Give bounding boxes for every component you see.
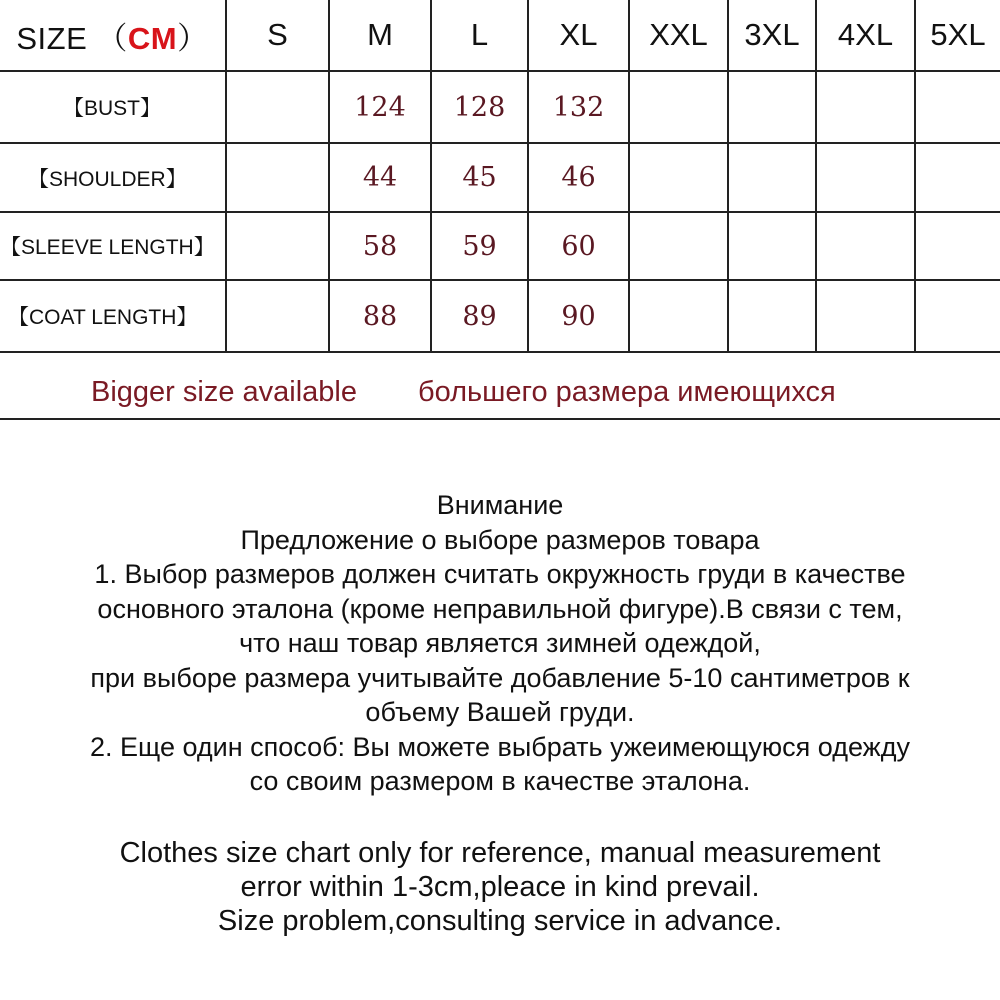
shoulder-l: 45 xyxy=(431,143,528,212)
sleeve-length-xl: 60 xyxy=(528,212,629,280)
coat-length-l: 89 xyxy=(431,280,528,352)
size-chart-table xyxy=(0,0,1000,353)
sleeve-length-5xl xyxy=(915,212,1000,280)
size-header-4xl: 4XL xyxy=(816,0,915,71)
coat-length-row xyxy=(0,280,1000,352)
sleeve-length-label: 【SLEEVE LENGTH】 xyxy=(0,212,226,280)
sleeve-length-4xl xyxy=(816,212,915,280)
unit-open-bracket: （ xyxy=(96,20,128,56)
coat-length-xxl xyxy=(629,280,728,352)
notice-line: основного эталона (кроме неправильной фигуре).В связи с тем, xyxy=(97,593,903,624)
bust-xxl xyxy=(629,71,728,143)
sleeve-length-m: 58 xyxy=(329,212,431,280)
unit-close-bracket: ） xyxy=(177,20,209,56)
coat-length-label: 【COAT LENGTH】 xyxy=(0,280,226,352)
notice-line: объему Вашей груди. xyxy=(365,697,635,727)
shoulder-m: 44 xyxy=(329,143,431,212)
size-header-5xl: 5XL xyxy=(915,0,1000,71)
sleeve-length-s xyxy=(226,212,329,280)
size-header-xxl: XXL xyxy=(629,0,728,71)
size-header-l: L xyxy=(431,0,528,71)
bust-label: 【BUST】 xyxy=(0,71,226,143)
sleeve-length-l: 59 xyxy=(431,212,528,280)
bust-xl: 132 xyxy=(528,71,629,143)
disclaimer-line: Clothes size chart only for reference, manual measurement xyxy=(119,837,881,869)
coat-length-3xl xyxy=(728,280,816,352)
size-header-xl: XL xyxy=(528,0,629,71)
coat-length-s xyxy=(226,280,329,352)
bust-5xl xyxy=(915,71,1000,143)
shoulder-row xyxy=(0,143,1000,212)
size-header-m: M xyxy=(329,0,431,71)
sleeve-length-xxl xyxy=(629,212,728,280)
bust-s xyxy=(226,71,329,143)
bust-m: 124 xyxy=(329,71,431,143)
disclaimer-line: Size problem,consulting service in advance. xyxy=(217,905,783,937)
bust-l: 128 xyxy=(431,71,528,143)
shoulder-4xl xyxy=(816,143,915,212)
notice-line: что наш товар является зимней одеждой, xyxy=(239,628,761,658)
size-header-3xl: 3XL xyxy=(728,0,816,71)
bigger-size-russian: большего размера имеющихся xyxy=(418,376,836,408)
size-header-row xyxy=(0,0,1000,71)
bust-row xyxy=(0,71,1000,143)
shoulder-3xl xyxy=(728,143,816,212)
size-advice-russian xyxy=(0,488,1000,799)
shoulder-5xl xyxy=(915,143,1000,212)
shoulder-xxl xyxy=(629,143,728,212)
coat-length-4xl xyxy=(816,280,915,352)
bust-3xl xyxy=(728,71,816,143)
size-header-label: SIZE xyxy=(16,20,88,56)
notice-line: 1. Выбор размеров должен считать окружность груди в качестве xyxy=(94,559,906,589)
size-disclaimer-english xyxy=(0,836,1000,938)
notice-subtitle: Предложение о выборе размеров товара xyxy=(240,524,760,555)
shoulder-s xyxy=(226,143,329,212)
coat-length-5xl xyxy=(915,280,1000,352)
sleeve-length-3xl xyxy=(728,212,816,280)
bigger-size-notice xyxy=(0,356,1000,420)
notice-line: со своим размером в качестве эталона. xyxy=(249,766,751,796)
notice-line: при выборе размера учитывайте добавление 5-10 сантиметров к xyxy=(90,662,910,693)
size-header-s: S xyxy=(226,0,329,71)
coat-length-m: 88 xyxy=(329,280,431,352)
bust-4xl xyxy=(816,71,915,143)
unit-cm-label: CM xyxy=(127,20,178,56)
disclaimer-line: error within 1-3cm,pleace in kind prevail. xyxy=(240,871,760,903)
sleeve-length-row xyxy=(0,212,1000,280)
shoulder-xl: 46 xyxy=(528,143,629,212)
bigger-size-english: Bigger size available xyxy=(91,376,357,408)
coat-length-xl: 90 xyxy=(528,280,629,352)
notice-line: 2. Еще один способ: Вы можете выбрать ужеимеющуюся одежду xyxy=(90,731,910,762)
unit-header-cell xyxy=(0,0,226,71)
notice-title: Внимание xyxy=(436,490,564,520)
shoulder-label: 【SHOULDER】 xyxy=(0,143,226,212)
